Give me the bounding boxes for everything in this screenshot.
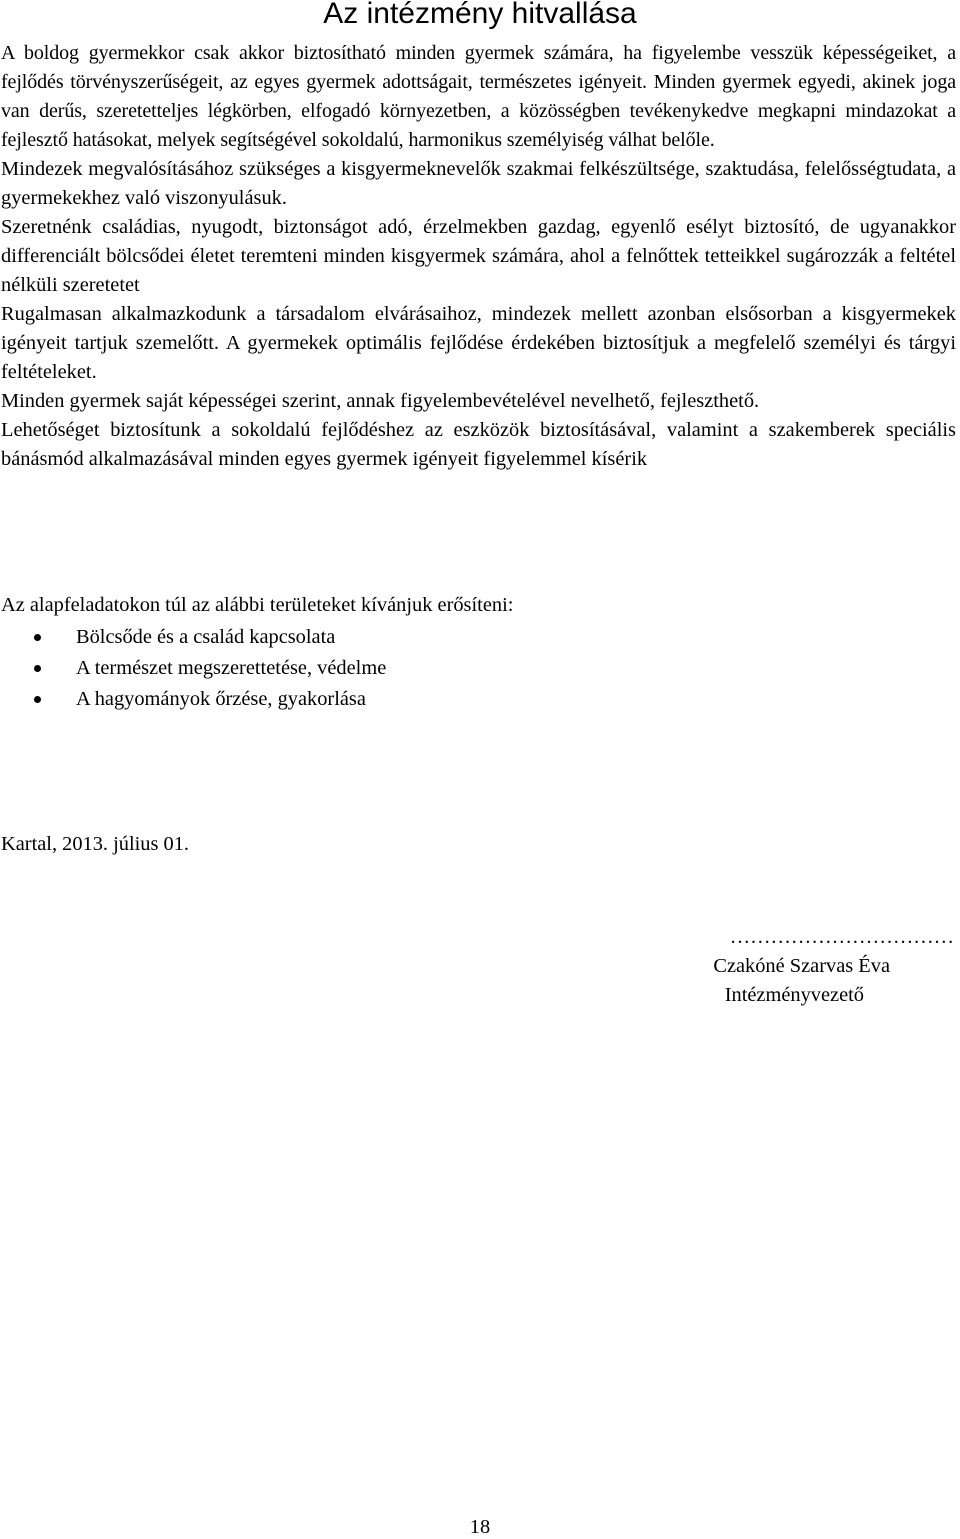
list-item: Bölcsőde és a család kapcsolata bbox=[34, 623, 386, 654]
place-date: Kartal, 2013. július 01. bbox=[1, 833, 190, 855]
signer-name: Czakóné Szarvas Éva bbox=[713, 955, 890, 977]
signature-line: …………………………… bbox=[729, 926, 954, 948]
body-text bbox=[1, 39, 956, 474]
list-intro: Az alapfeladatokon túl az alábbi területeket kívánjuk erősíteni: bbox=[1, 594, 514, 616]
paragraph-1: A boldog gyermekkor csak akkor biztosítható minden gyermek számára, ha figyelembe vesszük képességeiket, a fejlődés törvényszerűségeit, az egyes gyermek adottságait, természetes igényeit. Minden gyermek egyedi, akinek joga van derűs, szeretetteljes légkörben, elfogadó környezetben, a közösségben tevékenykedve megkapni mindazokat a fejlesztő hatásokat, melyek segítségével sokoldalú, harmonikus személyiség válhat belőle. bbox=[1, 42, 956, 151]
paragraph-2: Mindezek megvalósításához szükséges a kisgyermeknevelők szakmai felkészültsége, szaktudása, felelősségtudata, a gyermekekhez való viszonyulásuk. bbox=[1, 158, 956, 209]
list-item: A természet megszerettetése, védelme bbox=[34, 654, 386, 685]
paragraph-5: Minden gyermek saját képességei szerint, annak figyelembevételével nevelhető, fejleszthető. bbox=[1, 390, 760, 412]
page-number: 18 bbox=[469, 1516, 491, 1538]
paragraph-4: Rugalmasan alkalmazkodunk a társadalom elvárásaihoz, mindezek mellett azonban elsősorban a kisgyermekek igényeit tartjuk szemelőtt. A gyermekek optimális fejlődése érdekében biztosítjuk a megfelelő személyi és tárgyi feltételeket. bbox=[1, 303, 956, 383]
list-item: A hagyományok őrzése, gyakorlása bbox=[34, 685, 386, 716]
paragraph-3: Szeretnénk családias, nyugodt, biztonságot adó, érzelmekben gazdag, egyenlő esélyt biztosító, de ugyanakkor differenciált bölcsődei életet teremteni minden kisgyermek számára, ahol a felnőttek tetteikkel sugározzák a feltétel nélküli szeretetet bbox=[1, 216, 956, 296]
document-title: Az intézmény hitvallása bbox=[323, 0, 637, 30]
bullet-list bbox=[34, 623, 386, 716]
signer-role: Intézményvezető bbox=[724, 984, 864, 1006]
paragraph-6: Lehetőséget biztosítunk a sokoldalú fejlődéshez az eszközök biztosításával, valamint a szakemberek speciális bánásmód alkalmazásával minden egyes gyermek igényeit figyelemmel kísérik bbox=[1, 419, 956, 470]
signature-block bbox=[594, 923, 954, 1010]
